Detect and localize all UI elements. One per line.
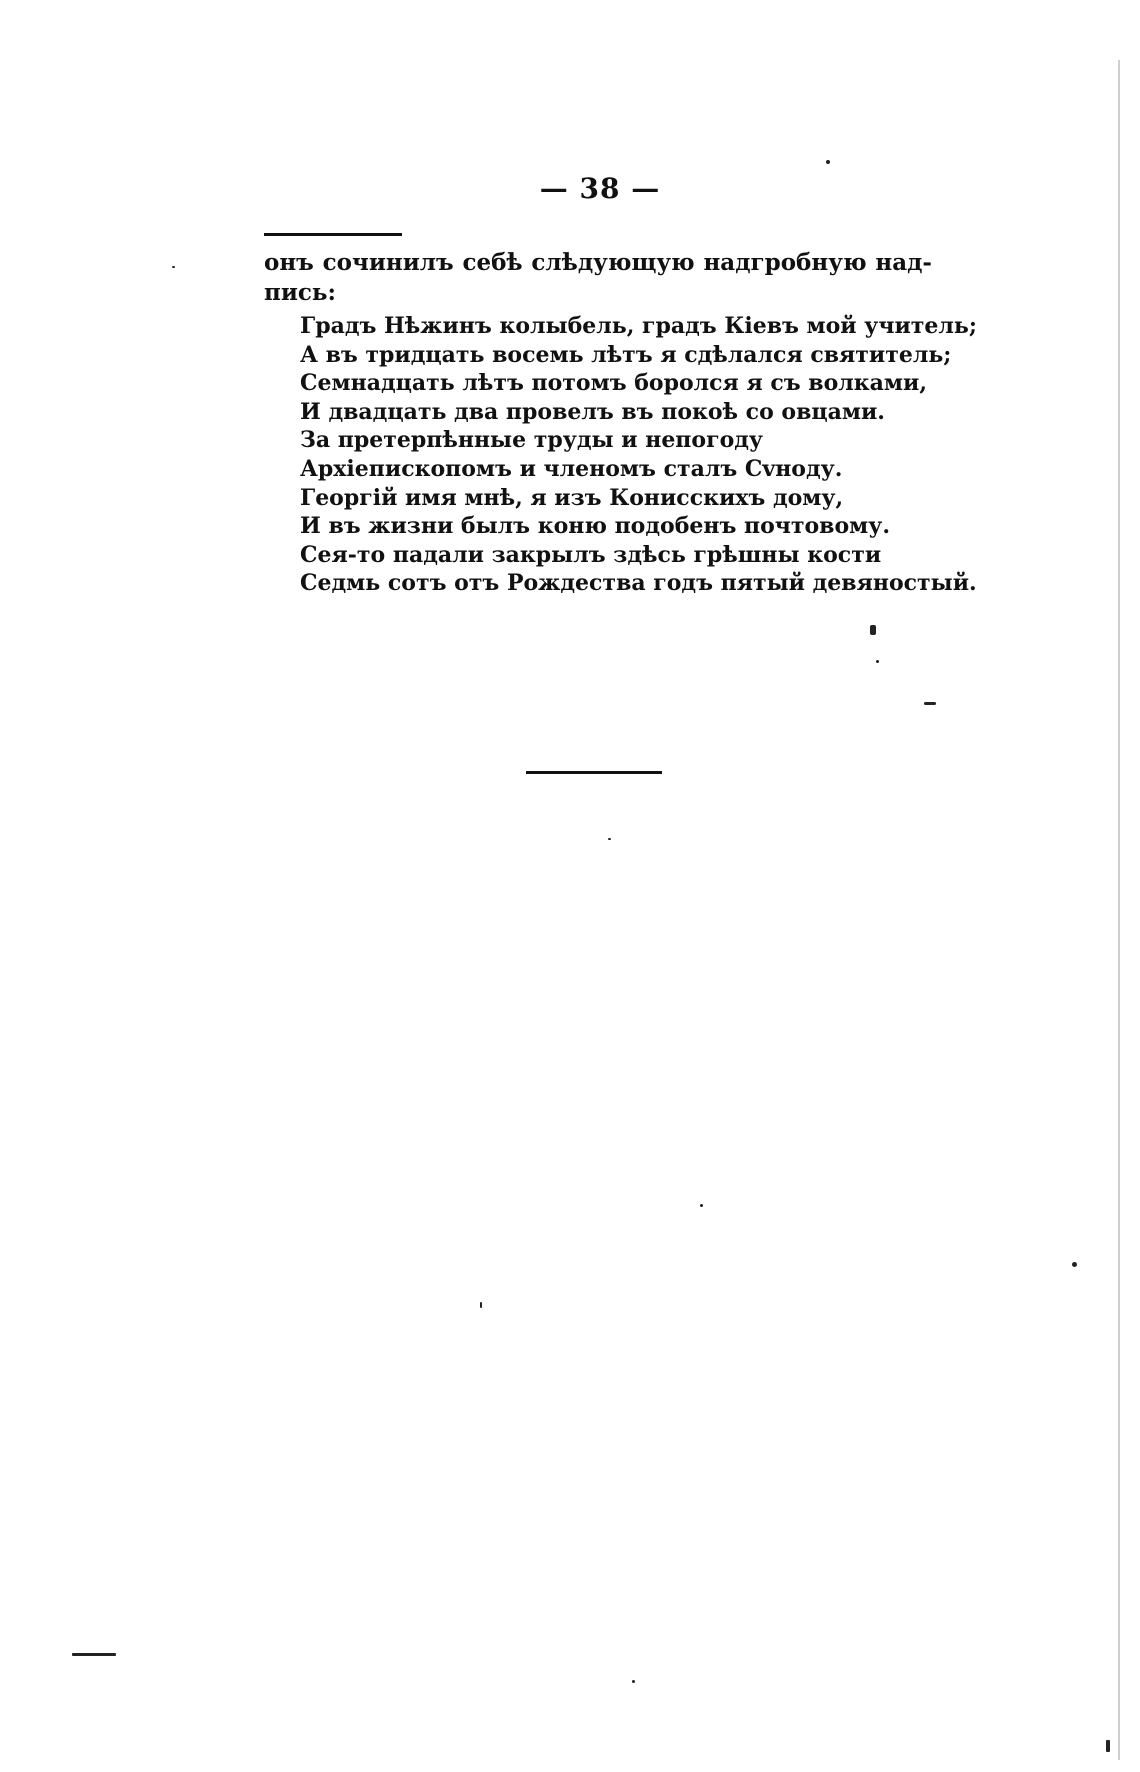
intro-word: надгробную xyxy=(703,249,867,276)
scan-speck xyxy=(172,266,175,268)
verse-line: Архіепископомъ и членомъ сталъ Сvноду. xyxy=(300,455,843,482)
verse-line: Георгій имя мнѣ, я изъ Конисскихъ дому, xyxy=(300,484,844,511)
intro-word: сочинилъ xyxy=(322,249,454,276)
verse-line: Седмь сотъ отъ Рождества годъ пятый девяностый. xyxy=(300,570,977,597)
intro-paragraph xyxy=(264,248,932,308)
intro-line-1 xyxy=(264,248,932,278)
intro-word: над- xyxy=(875,249,932,276)
scan-speck xyxy=(700,1204,703,1207)
scan-speck xyxy=(870,625,876,635)
verse-line: Градъ Нѣжинъ колыбель, градъ Кіевъ мой учитель; xyxy=(300,313,977,339)
verse-line: Семнадцать лѣтъ потомъ боролся я съ волками, xyxy=(300,370,928,397)
intro-word: себѣ xyxy=(462,249,523,276)
verse-line: Сея-то падали закрылъ здѣсь грѣшны кости xyxy=(300,541,882,568)
epitaph-verse xyxy=(300,312,977,598)
intro-word: онъ xyxy=(264,249,314,276)
scan-speck xyxy=(72,1653,116,1656)
intro-line-2: пись: xyxy=(264,279,336,306)
page-number: — 38 — xyxy=(539,172,661,205)
verse-line: А въ тридцать восемь лѣтъ я сдѣлался святитель; xyxy=(300,341,952,368)
verse-line: За претерпѣнные труды и непогоду xyxy=(300,427,763,454)
scan-speck xyxy=(826,160,830,164)
scan-speck xyxy=(1106,1740,1110,1752)
scan-speck xyxy=(876,660,879,663)
scan-speck xyxy=(1072,1262,1077,1267)
scan-speck xyxy=(924,702,936,705)
scan-speck xyxy=(480,1302,482,1308)
intro-word: слѣдующую xyxy=(531,249,695,276)
verse-line: И двадцать два провелъ въ покоѣ со овцами. xyxy=(300,398,885,425)
bottom-rule xyxy=(526,771,662,774)
page-edge-shadow xyxy=(1118,60,1120,1760)
scan-speck xyxy=(632,1680,635,1683)
top-rule xyxy=(264,233,402,236)
verse-line: И въ жизни былъ коню подобенъ почтовому. xyxy=(300,513,890,540)
scan-speck xyxy=(608,838,611,840)
